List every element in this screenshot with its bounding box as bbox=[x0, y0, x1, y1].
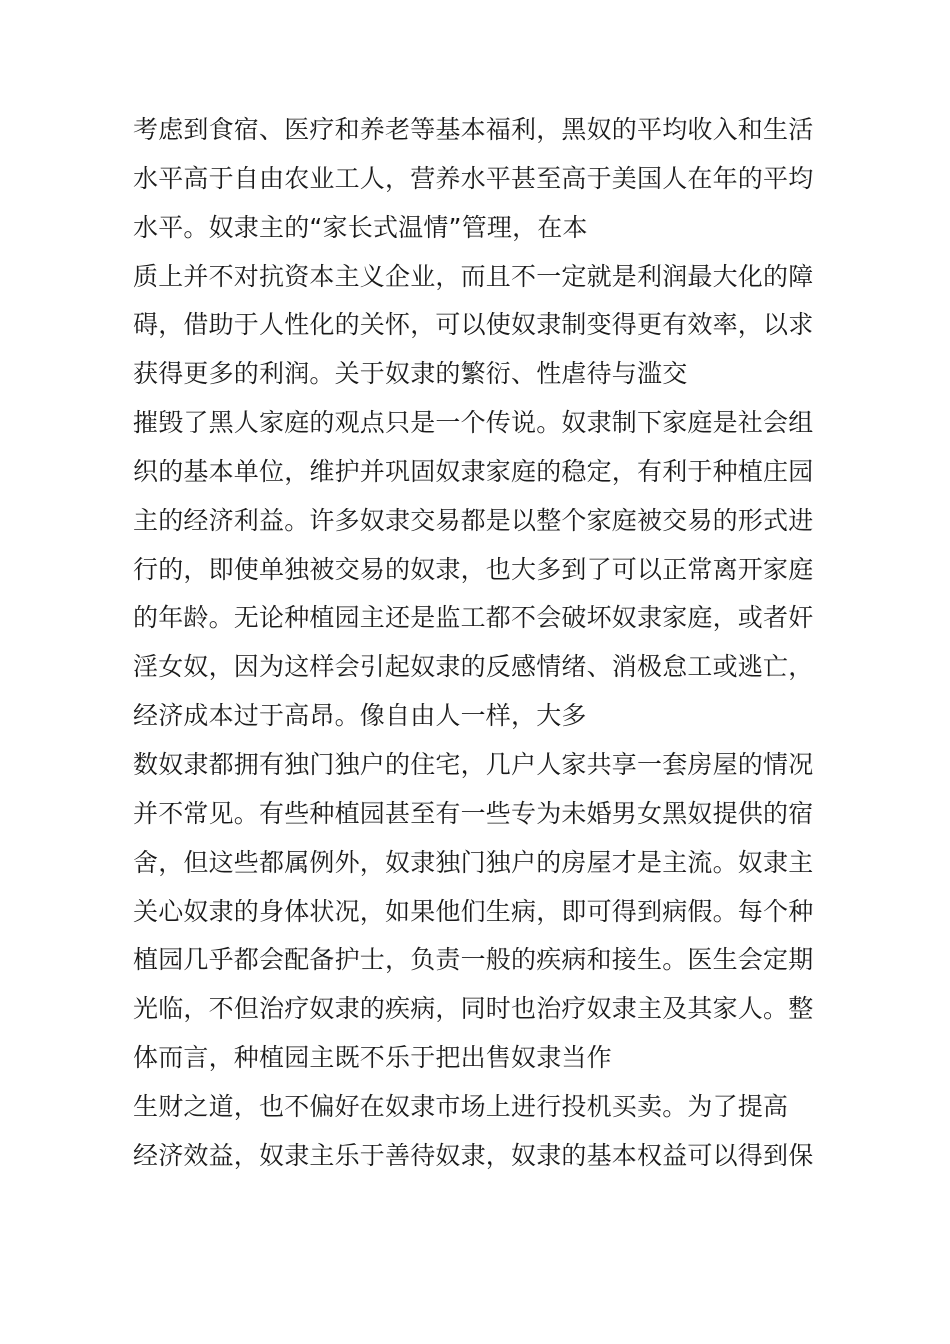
text-line: 获得更多的利润。关于奴隶的繁衍、性虐待与滥交 bbox=[133, 359, 688, 389]
text-line: 经济成本过于高昂。像自由人一样，大多 bbox=[133, 701, 587, 731]
text-line: 质上并不对抗资本主义企业，而且不一定就是利润最大化的障 bbox=[133, 261, 814, 291]
text-line: 淫女奴，因为这样会引起奴隶的反感情绪、消极怠工或逃亡， bbox=[133, 652, 814, 682]
text-line: 并不常见。有些种植园甚至有一些专为未婚男女黑奴提供的宿 bbox=[133, 798, 814, 828]
text-line: 植园几乎都会配备护士，负责一般的疾病和接生。医生会定期 bbox=[133, 945, 814, 975]
text-line: 水平高于自由农业工人，营养水平甚至高于美国人在年的平均 bbox=[133, 163, 814, 193]
text-line: 主的经济利益。许多奴隶交易都是以整个家庭被交易的形式进 bbox=[133, 505, 814, 535]
text-line: 关心奴隶的身体状况，如果他们生病，即可得到病假。每个种 bbox=[133, 896, 814, 926]
text-line: 的年龄。无论种植园主还是监工都不会破坏奴隶家庭，或者奸 bbox=[133, 603, 814, 633]
text-line: 考虑到食宿、医疗和养老等基本福利，黑奴的平均收入和生活 bbox=[133, 115, 814, 144]
text-line: 生财之道，也不偏好在奴隶市场上进行投机买卖。为了提高 bbox=[133, 1091, 789, 1121]
text-line: 行的，即使单独被交易的奴隶，也大多到了可以正常离开家庭 bbox=[133, 554, 814, 584]
text-line: 光临，不但治疗奴隶的疾病，同时也治疗奴隶主及其家人。整 bbox=[133, 994, 814, 1024]
text-line: 水平。奴隶主的“家长式温情”管理，在本 bbox=[133, 212, 588, 242]
text-line: 碍，借助于人性化的关怀，可以使奴隶制变得更有效率，以求 bbox=[133, 310, 814, 340]
text-line: 数奴隶都拥有独门独户的住宅，几户人家共享一套房屋的情况 bbox=[133, 749, 814, 779]
text-line: 摧毁了黑人家庭的观点只是一个传说。奴隶制下家庭是社会组 bbox=[133, 408, 814, 438]
text-line: 织的基本单位，维护并巩固奴隶家庭的稳定，有利于种植庄园 bbox=[133, 456, 814, 486]
text-line: 体而言，种植园主既不乐于把出售奴隶当作 bbox=[133, 1043, 612, 1073]
text-line: 经济效益，奴隶主乐于善待奴隶，奴隶的基本权益可以得到保 bbox=[133, 1140, 814, 1170]
body-text bbox=[133, 108, 853, 1183]
text-line: 舍，但这些都属例外，奴隶独门独户的房屋才是主流。奴隶主 bbox=[133, 847, 814, 877]
